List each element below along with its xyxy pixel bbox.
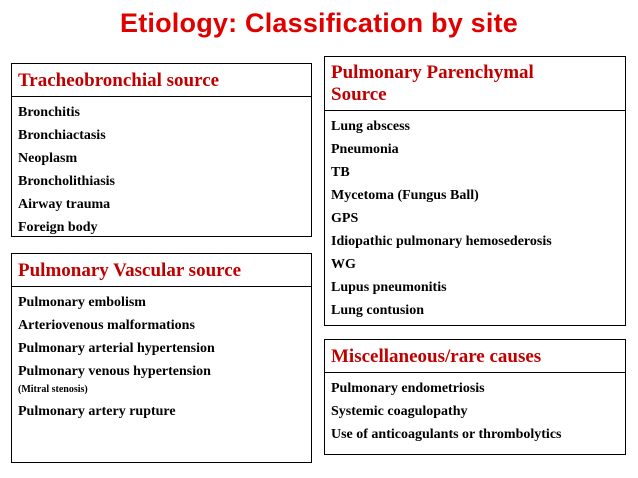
list-item: Arteriovenous malformations (18, 318, 195, 333)
list-item: Systemic coagulopathy (331, 404, 468, 419)
list-item: Pulmonary artery rupture (18, 404, 176, 419)
parenchymal-box (324, 56, 626, 326)
misc-heading: Miscellaneous/rare causes (325, 340, 625, 373)
parenchymal-heading-line2: Source (331, 84, 387, 105)
list-item: Pulmonary arterial hypertension (18, 341, 215, 356)
parenchymal-heading (325, 57, 625, 111)
list-item: WG (331, 257, 356, 272)
list-item: Airway trauma (18, 197, 111, 212)
tracheobronchial-heading: Tracheobronchial source (12, 64, 311, 97)
tracheobronchial-box (11, 63, 312, 237)
list-item: Lupus pneumonitis (331, 280, 447, 295)
list-item: Idiopathic pulmonary hemosederosis (331, 234, 552, 249)
parenchymal-heading-line1: Pulmonary Parenchymal (331, 62, 534, 83)
slide-title: Etiology: Classification by site (120, 8, 518, 38)
list-item: Bronchitis (18, 105, 80, 120)
misc-box (324, 339, 626, 455)
list-item: Bronchiactasis (18, 128, 106, 143)
list-item: Pulmonary endometriosis (331, 381, 485, 396)
list-item: Broncholithiasis (18, 174, 115, 189)
list-item: TB (331, 165, 350, 180)
list-item: Pulmonary venous hypertension (18, 364, 211, 379)
list-item: Mycetoma (Fungus Ball) (331, 188, 479, 203)
list-item: Lung abscess (331, 119, 410, 134)
list-item: Neoplasm (18, 151, 78, 166)
vascular-list (12, 287, 311, 425)
list-item: Foreign body (18, 220, 98, 235)
list-item: Pulmonary embolism (18, 295, 146, 310)
vascular-box (11, 253, 312, 463)
list-item: Pneumonia (331, 142, 399, 157)
list-item: GPS (331, 211, 359, 226)
list-item: Lung contusion (331, 303, 424, 318)
list-item: Use of anticoagulants or thrombolytics (331, 427, 562, 442)
vascular-heading: Pulmonary Vascular source (12, 254, 311, 287)
parenchymal-list (325, 111, 625, 324)
misc-list (325, 373, 625, 448)
list-item-note: (Mitral stenosis) (18, 384, 88, 395)
tracheobronchial-list (12, 97, 311, 241)
